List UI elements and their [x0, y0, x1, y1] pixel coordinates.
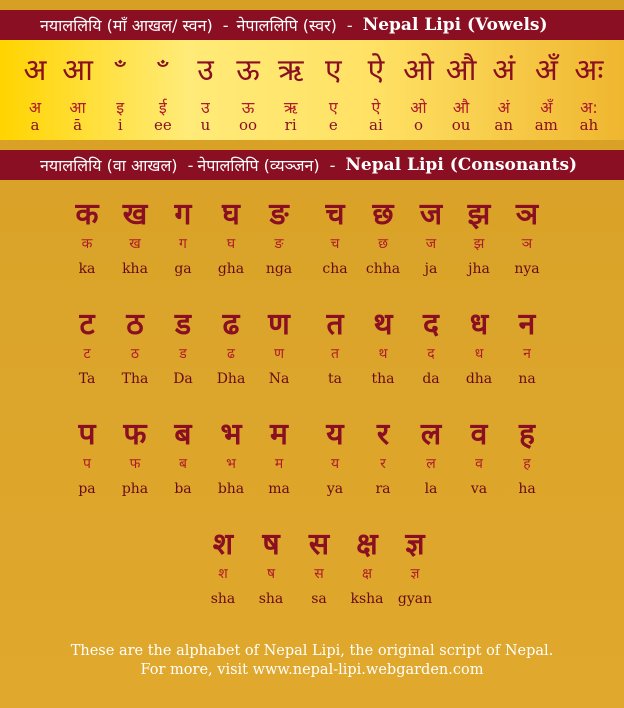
consonant-roman: Da	[173, 371, 193, 387]
vowel-roman-row	[0, 116, 624, 134]
consonant-roman: ha	[518, 481, 536, 497]
consonant-roman: jha	[468, 261, 490, 277]
consonant-dev: क	[81, 236, 93, 252]
consonant-roman: da	[422, 371, 440, 387]
vowel-roman-13: ah	[579, 116, 599, 134]
consonant-glyph: च	[325, 197, 345, 232]
consonant-roman: bha	[217, 481, 245, 497]
consonant-glyph: ङ	[269, 197, 289, 232]
consonant-dev: ञ	[521, 236, 533, 252]
consonant-dev: क्ष	[361, 566, 373, 582]
consonant-roman: tha	[371, 371, 395, 387]
consonant-glyph: ञ	[515, 197, 539, 232]
consonant-row4-1	[244, 528, 298, 607]
vowel-glyph-7: ए	[324, 53, 342, 88]
consonants-banner	[0, 150, 624, 180]
vowel-dev-12: अँ	[540, 98, 553, 117]
consonant-row3_left-4	[252, 418, 306, 497]
consonant-row4-4	[388, 528, 442, 607]
consonant-dev: ग	[179, 236, 187, 252]
consonant-dev: ट	[83, 346, 91, 362]
vowel-devanagari-row	[0, 96, 624, 118]
consonant-row2_right-3	[452, 308, 506, 387]
consonant-roman: Tha	[121, 371, 149, 387]
consonant-roman: sha	[258, 591, 284, 607]
consonant-dev: ज	[425, 236, 437, 252]
consonant-dev: छ	[378, 236, 388, 252]
consonant-row1_right-1	[356, 198, 410, 277]
consonant-row3_right-2	[404, 418, 458, 497]
vowel-roman-4: u	[200, 116, 211, 134]
consonant-roman: sha	[210, 591, 236, 607]
consonant-dev: ध	[474, 346, 484, 362]
consonant-row4-3	[340, 528, 394, 607]
consonant-row2_right-2	[404, 308, 458, 387]
consonant-glyph: द	[423, 307, 439, 342]
vowel-glyph-3: ꣲ	[157, 53, 169, 88]
consonant-row3_left-0	[60, 418, 114, 497]
vowel-roman-0: a	[30, 116, 40, 134]
vowels-banner-nepali2: नेपाललिपि (स्वर)	[236, 16, 337, 35]
consonant-glyph: त	[326, 307, 344, 342]
consonant-roman: la	[424, 481, 438, 497]
vowels-banner-english: Nepal Lipi (Vowels)	[362, 15, 548, 35]
consonant-roman: Dha	[216, 371, 246, 387]
consonant-glyph: ष	[262, 527, 280, 562]
consonant-glyph: ध	[469, 307, 489, 342]
consonant-roman: ga	[174, 261, 192, 277]
consonant-dev: ह	[523, 456, 531, 472]
vowel-glyph-5: ऊ	[236, 53, 260, 88]
consonant-row2_left-2	[156, 308, 210, 387]
consonant-dev: प	[83, 456, 91, 472]
vowel-glyph-6: ऋ	[277, 53, 304, 88]
vowel-glyph-4: उ	[197, 53, 214, 88]
consonant-row1_left-3	[204, 198, 258, 277]
consonant-glyph: ल	[420, 417, 442, 452]
consonant-dev: य	[330, 456, 340, 472]
consonant-row3_right-4	[500, 418, 554, 497]
consonant-dev: श	[218, 566, 228, 582]
consonant-roman: chha	[365, 261, 401, 277]
consonant-roman: ya	[326, 481, 344, 497]
consonant-row3_right-3	[452, 418, 506, 497]
vowel-roman-11: an	[494, 116, 513, 134]
vowel-roman-8: ai	[369, 116, 383, 134]
consonant-glyph: थ	[373, 307, 393, 342]
consonant-row2_right-0	[308, 308, 362, 387]
vowel-roman-1: ā	[73, 116, 83, 134]
consonant-dev: न	[523, 346, 531, 362]
consonant-dev: ङ	[274, 236, 284, 252]
consonant-row4-0	[196, 528, 250, 607]
consonant-row3_left-3	[204, 418, 258, 497]
consonant-glyph: ड	[174, 307, 192, 342]
consonants-banner-english: Nepal Lipi (Consonants)	[345, 155, 578, 175]
consonant-glyph: स	[308, 527, 330, 562]
vowel-dev-11: अं	[497, 98, 510, 117]
consonant-glyph: म	[270, 417, 288, 452]
consonant-dev: घ	[226, 236, 236, 252]
vowel-dev-2: इ	[116, 98, 125, 117]
vowel-glyph-2: ꣲ	[114, 53, 126, 88]
consonant-roman: na	[518, 371, 536, 387]
vowel-dev-8: ऐ	[371, 98, 381, 117]
consonant-dev: र	[380, 456, 386, 472]
consonant-roman: kha	[122, 261, 148, 277]
consonants-banner-separator: -	[187, 155, 194, 175]
footer-line-2[interactable]: For more, visit www.nepal-lipi.webgarden.com	[140, 662, 484, 678]
consonant-glyph: ढ	[222, 307, 240, 342]
consonant-row4-2	[292, 528, 346, 607]
consonant-dev: ष	[266, 566, 276, 582]
vowels-banner-separator: -	[222, 15, 229, 35]
vowel-dev-6: ऋ	[283, 98, 298, 117]
consonant-roman: nya	[514, 261, 540, 277]
consonant-glyph: घ	[222, 197, 240, 232]
consonant-roman: Ta	[78, 371, 96, 387]
consonant-roman: dha	[465, 371, 493, 387]
vowel-glyph-row	[0, 54, 624, 88]
consonant-row2_left-4	[252, 308, 306, 387]
consonant-dev: स	[314, 566, 324, 582]
consonant-row1_left-4	[252, 198, 306, 277]
footer-line-1: These are the alphabet of Nepal Lipi, the original script of Nepal.	[70, 643, 554, 659]
vowel-roman-2: i	[117, 116, 123, 134]
vowel-glyph-13: अः	[574, 53, 604, 88]
consonant-row3_left-2	[156, 418, 210, 497]
vowel-glyph-8: ऐ	[367, 53, 385, 88]
vowel-dev-9: ओ	[410, 98, 427, 117]
vowels-banner	[0, 10, 624, 40]
vowel-glyph-1: आ	[62, 53, 93, 88]
vowel-roman-12: am	[534, 116, 558, 134]
vowels-banner-nepali: नयाललियि (माँ आखल/ स्वन)	[40, 16, 213, 35]
consonant-row2_right-4	[500, 308, 554, 387]
vowel-dev-4: उ	[201, 98, 210, 117]
consonant-roman: pa	[78, 481, 96, 497]
consonant-dev: थ	[378, 346, 388, 362]
consonant-dev: ण	[273, 346, 285, 362]
consonant-dev: ल	[426, 456, 436, 472]
consonant-row1_right-2	[404, 198, 458, 277]
consonant-dev: ठ	[130, 346, 140, 362]
consonant-glyph: फ	[123, 417, 147, 452]
consonant-row3_right-0	[308, 418, 362, 497]
consonant-roman: Na	[268, 371, 290, 387]
consonant-roman: ksha	[350, 591, 384, 607]
consonant-dev: भ	[226, 456, 236, 472]
consonant-glyph: ब	[174, 417, 192, 452]
consonant-roman: ra	[375, 481, 391, 497]
consonants-banner-nepali2: नेपाललिपि (व्यञ्जन)	[197, 156, 320, 175]
consonant-glyph: ख	[122, 197, 148, 232]
consonant-row1_left-2	[156, 198, 210, 277]
consonant-glyph: ट	[79, 307, 95, 342]
vowel-roman-3: ee	[153, 116, 172, 134]
consonant-dev: ड	[179, 346, 187, 362]
consonant-roman: pha	[121, 481, 149, 497]
consonant-roman: gha	[217, 261, 245, 277]
consonant-row1_left-0	[60, 198, 114, 277]
consonant-dev: फ	[129, 456, 141, 472]
consonant-roman: ka	[78, 261, 96, 277]
consonant-dev: द	[427, 346, 435, 362]
consonant-glyph: क	[75, 197, 99, 232]
consonant-glyph: न	[518, 307, 536, 342]
consonant-roman: va	[470, 481, 488, 497]
consonant-roman: nga	[265, 261, 293, 277]
consonant-roman: ba	[174, 481, 192, 497]
vowel-roman-7: e	[328, 116, 338, 134]
consonant-glyph: ठ	[126, 307, 144, 342]
consonant-row2_left-1	[108, 308, 162, 387]
consonant-glyph: ज	[419, 197, 443, 232]
consonant-roman: gyan	[397, 591, 433, 607]
consonant-glyph: भ	[220, 417, 242, 452]
consonant-dev: झ	[473, 236, 485, 252]
consonant-glyph: व	[470, 417, 488, 452]
consonant-dev: व	[475, 456, 483, 472]
consonant-glyph: प	[78, 417, 96, 452]
consonant-roman: ta	[328, 371, 342, 387]
consonant-row1_left-1	[108, 198, 162, 277]
consonant-glyph: ग	[174, 197, 192, 232]
vowel-dev-7: ए	[328, 98, 338, 117]
consonant-row2_right-1	[356, 308, 410, 387]
consonant-glyph: छ	[372, 197, 394, 232]
consonant-glyph: झ	[467, 197, 491, 232]
consonant-glyph: ह	[519, 417, 535, 452]
consonant-glyph: य	[326, 417, 344, 452]
vowel-dev-13: अ:	[580, 98, 598, 117]
consonant-roman: ja	[424, 261, 438, 277]
vowel-dev-1: आ	[69, 98, 86, 117]
vowels-banner-separator-2: -	[346, 15, 353, 35]
consonant-dev: ख	[129, 236, 141, 252]
consonant-glyph: क्ष	[356, 527, 378, 562]
consonant-row1_right-4	[500, 198, 554, 277]
consonant-glyph: र	[376, 417, 390, 452]
vowel-roman-9: o	[413, 116, 423, 134]
vowel-dev-3: ई	[158, 98, 167, 117]
consonant-row1_right-0	[308, 198, 362, 277]
consonants-banner-nepali: नयाललियि (वा आखल)	[40, 156, 178, 175]
consonant-dev: ज्ञ	[410, 566, 420, 582]
vowel-roman-5: oo	[239, 116, 258, 134]
consonant-glyph: ण	[268, 307, 290, 342]
vowel-roman-10: ou	[451, 116, 471, 134]
vowel-glyph-10: औ	[445, 53, 477, 88]
consonant-row3_left-1	[108, 418, 162, 497]
consonant-dev: त	[331, 346, 339, 362]
consonant-roman: cha	[322, 261, 348, 277]
consonant-row2_left-0	[60, 308, 114, 387]
vowel-dev-10: औ	[452, 98, 470, 117]
consonant-dev: म	[274, 456, 284, 472]
consonants-banner-separator-2: -	[329, 155, 336, 175]
consonant-row1_right-3	[452, 198, 506, 277]
consonant-row3_right-1	[356, 418, 410, 497]
vowel-roman-6: ri	[284, 116, 297, 134]
vowel-dev-5: ऊ	[241, 98, 255, 117]
consonant-roman: ma	[268, 481, 290, 497]
consonant-dev: ब	[179, 456, 187, 472]
vowel-glyph-12: अँ	[534, 53, 558, 88]
consonant-dev: ढ	[227, 346, 235, 362]
consonant-row2_left-3	[204, 308, 258, 387]
vowel-dev-0: अ	[28, 98, 42, 117]
consonant-glyph: श	[212, 527, 234, 562]
consonant-dev: च	[330, 236, 340, 252]
consonant-roman: sa	[311, 591, 327, 607]
vowel-glyph-9: ओ	[403, 53, 434, 88]
vowel-glyph-11: अं	[492, 53, 516, 88]
consonant-glyph: ज्ञ	[405, 527, 425, 562]
vowel-glyph-0: अ	[23, 53, 47, 88]
